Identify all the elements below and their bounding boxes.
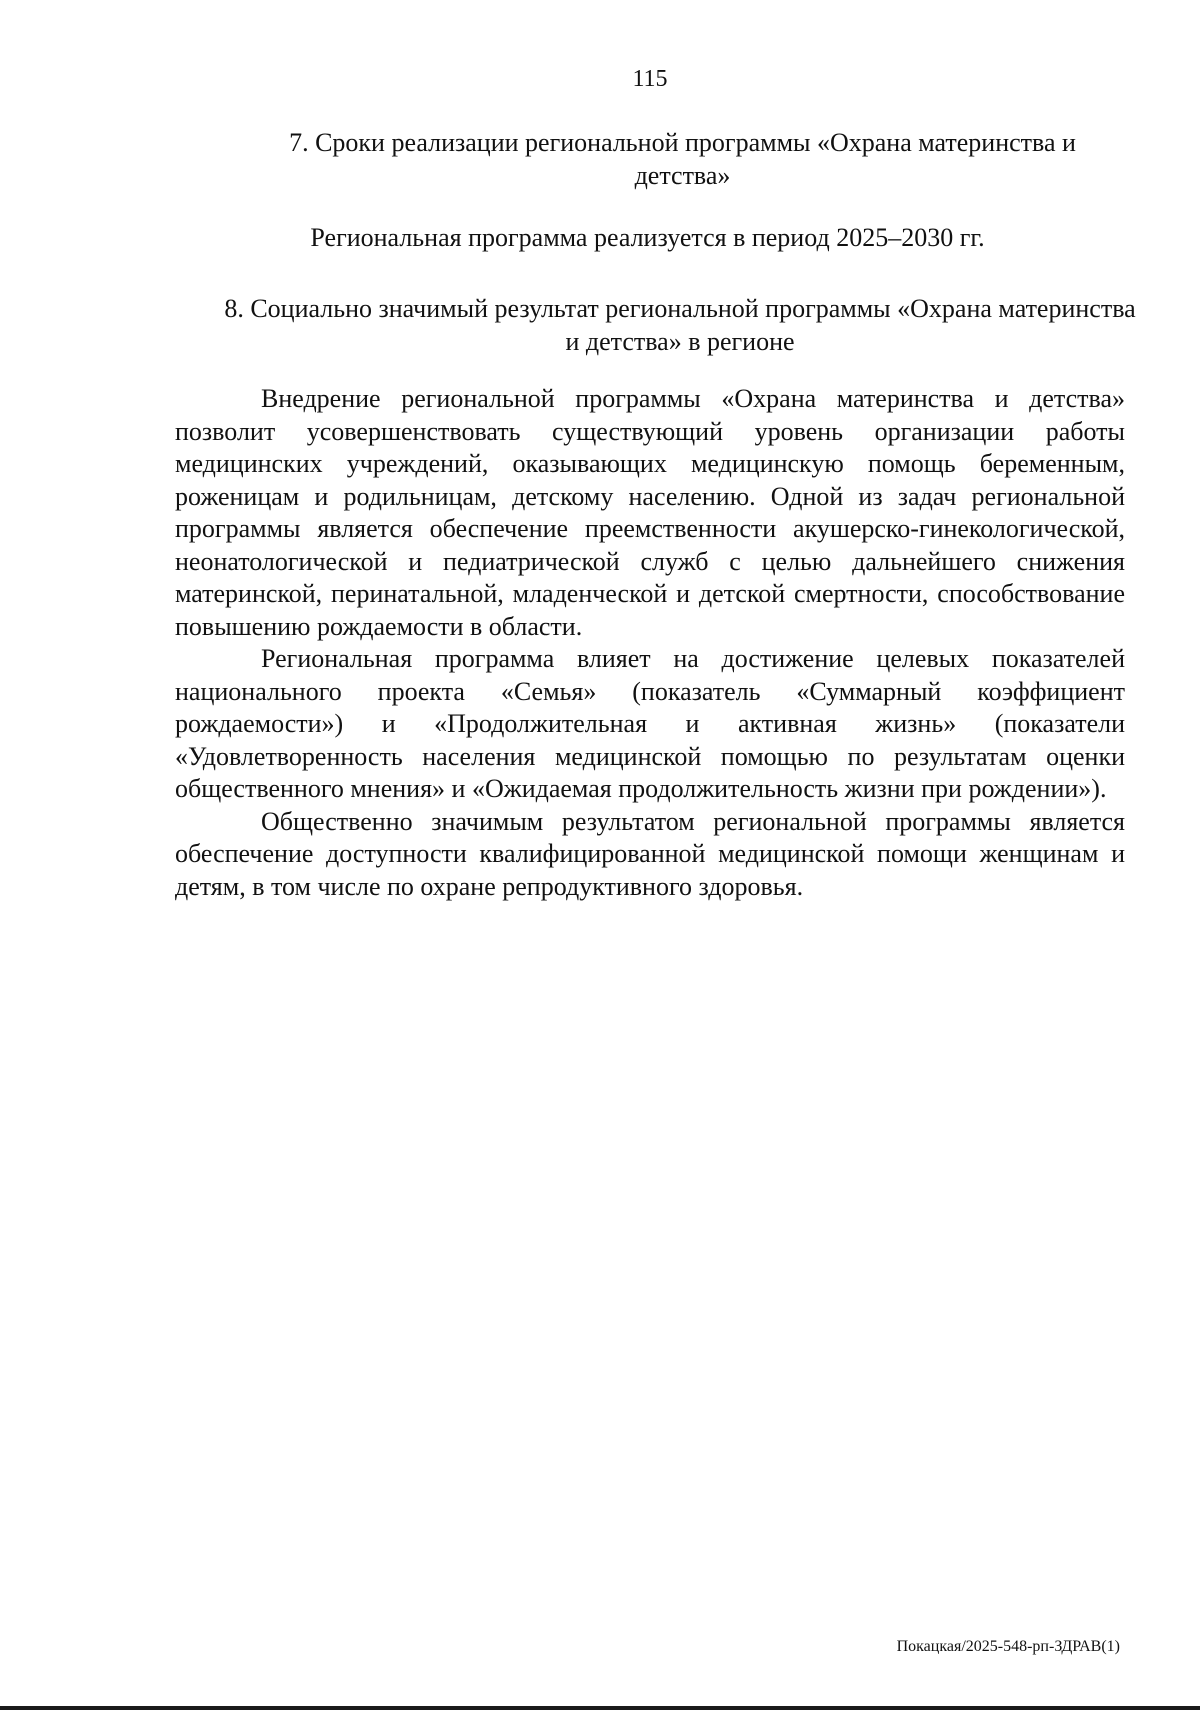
section-7-title: 7. Сроки реализации региональной программы «Охрана материнства и детства»	[289, 128, 1076, 190]
paragraph: Региональная программа влияет на достижение целевых показателей национального проекта «Семья» (показатель «Суммарный коэффициент рождаемости») и «Продолжительная и активная жизнь» (показатели «Удовлетворенность населения медицинской помощью по результатам оценки общественного мнения» и «Ожидаемая продолжительность жизни при рождении»).	[175, 644, 1125, 803]
section-7-text: Региональная программа реализуется в период 2025–2030 гг.	[310, 223, 985, 252]
section-8-body	[175, 383, 1125, 903]
document-code: Покацкая/2025-548-рп-ЗДРАВ(1)	[896, 1638, 1120, 1655]
section-8-title: 8. Социально значимый результат региональной программы «Охрана материнства и детства» в регионе	[224, 294, 1136, 356]
page-number: 115	[632, 66, 668, 92]
paragraph: Общественно значимым результатом региональной программы является обеспечение доступности квалифицированной медицинской помощи женщинам и детям, в том числе по охране репродуктивного здоровья.	[175, 806, 1125, 901]
bottom-rule	[0, 1706, 1200, 1710]
paragraph: Внедрение региональной программы «Охрана материнства и детства» позволит усовершенствовать существующий уровень организации работы медицинских учреждений, оказывающих медицинскую помощь беременным, роженицам и родильницам, детскому населению. Одной из задач региональной программы является обеспечение преемственности акушерско-гинекологической, неонатологической и педиатрической служб с целью дальнейшего снижения материнской, перинатальной, младенческой и детской смертности, способствование повышению рождаемости в области.	[175, 384, 1125, 641]
